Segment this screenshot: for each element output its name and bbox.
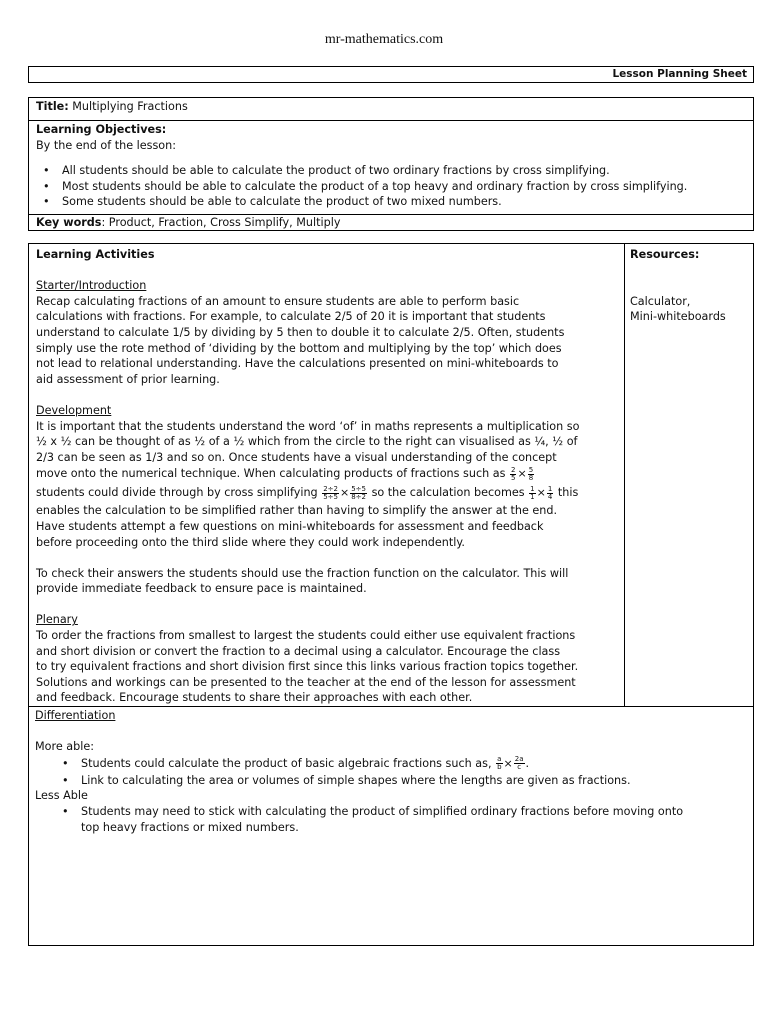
dev-line5-c: this — [557, 486, 579, 500]
fraction: $\frac{2}{5}$ — [511, 465, 516, 482]
keywords-row — [29, 214, 753, 230]
text-line — [36, 465, 620, 483]
less-able-item: • Students may need to stick with calculating the product of simplified ordinary fractions before moving onto top heavy fractions or mixed numbers. — [81, 804, 747, 835]
differentiation-content — [35, 708, 747, 835]
more-able-list — [35, 755, 747, 789]
development-heading: Development — [36, 403, 112, 417]
text-line — [36, 483, 620, 503]
objectives-row — [29, 120, 753, 214]
text-line: understand to calculate 1/5 by dividing by 5 then to double it to calculate 2/5. Often, students — [36, 325, 565, 339]
fraction: $\frac{2\div 2}{5\div 5}$ — [323, 484, 338, 501]
text-line: calculations with fractions. For example, to calculate 2/5 of 20 it is important that students — [36, 310, 546, 324]
objectives-list — [36, 163, 753, 210]
starter-text — [36, 294, 620, 388]
text-line: and feedback. Encourage students to share their approaches with each other. — [36, 691, 473, 705]
objective-item: • Most students should be able to calculate the product of a top heavy and ordinary fraction by cross simplifying. — [62, 179, 753, 195]
times-sign: × — [536, 486, 546, 500]
plenary-text — [36, 628, 620, 706]
text-line: Have students attempt a few questions on mini-whiteboards for assessment and feedback — [36, 519, 544, 533]
column-divider — [624, 244, 625, 706]
objective-item: • All students should be able to calculate the product of two ordinary fractions by cross simplifying. — [62, 163, 753, 179]
fraction: $\frac{2a}{c}$ — [514, 755, 524, 772]
resource-item: Calculator, — [630, 294, 691, 308]
objectives-intro: By the end of the lesson: — [36, 138, 177, 152]
lesson-info-box — [28, 97, 754, 231]
text-line: and short division or convert the fraction to a decimal using a calculator. Encourage the class — [36, 644, 561, 658]
check-text — [36, 566, 620, 597]
text-line: not lead to relational understanding. Have the calculations presented on mini-whiteboards to — [36, 357, 559, 371]
text-line: ½ x ½ can be thought of as ½ of a ½ which from the circle to the right can visualised as ¼, ½ of — [36, 435, 578, 449]
times-sign: × — [503, 756, 513, 770]
keywords-label: Key words — [36, 216, 102, 229]
resources-column — [630, 247, 748, 325]
activities-column — [36, 247, 620, 706]
fraction: $\frac{a}{b}$ — [497, 755, 502, 772]
resources-heading: Resources: — [630, 248, 700, 261]
text-line: aid assessment of prior learning. — [36, 372, 220, 386]
objective-item: • Some students should be able to calculate the product of two mixed numbers. — [62, 194, 753, 210]
sheet-title: Lesson Planning Sheet — [612, 68, 747, 80]
keywords-value: : Product, Fraction, Cross Simplify, Multiply — [101, 216, 341, 229]
text-line: to try equivalent fractions and short division first since this links various fraction topics together. — [36, 660, 579, 674]
development-text — [36, 419, 620, 551]
fraction: $\frac{5\div 5}{8\div 2}$ — [351, 484, 366, 501]
title-value: Multiplying Fractions — [68, 100, 188, 113]
times-sign: × — [517, 467, 527, 481]
differentiation-box — [28, 706, 754, 946]
more-able-item: • Students could calculate the product of basic algebraic fractions such as, $\frac{a}{b}$ × $\frac{2a}{c}$ . — [81, 755, 747, 773]
text-line: Recap calculating fractions of an amount to ensure students are able to perform basic — [36, 294, 520, 308]
title-label: Title: — [36, 100, 69, 113]
fraction: $\frac{1}{4}$ — [547, 484, 553, 501]
text-line: 2/3 can be seen as 1/3 and so on. Once students have a visual understanding of the concept — [36, 450, 557, 464]
text-line: Solutions and workings can be presented to the teacher at the end of the lesson for assessment — [36, 675, 576, 689]
text-line: It is important that the students understand the word ‘of’ in maths represents a multiplication so — [36, 419, 580, 433]
more-able-item: • Link to calculating the area or volumes of simple shapes where the lengths are given as fractions. — [81, 773, 747, 789]
text-line: To check their answers the students should use the fraction function on the calculator. This will — [36, 566, 569, 580]
dev-line5-a: students could divide through by cross simplifying — [36, 486, 318, 500]
header-box — [28, 66, 754, 83]
text-line: enables the calculation to be simplified rather than having to simplify the answer at the end. — [36, 504, 558, 518]
plenary-heading: Plenary — [36, 613, 78, 627]
site-url: mr-mathematics.com — [324, 32, 444, 47]
text-line: before proceeding onto the third slide where they could work independently. — [36, 535, 465, 549]
text-line: simply use the rote method of ‘dividing by the bottom and multiplying by the top’ which does — [36, 341, 562, 355]
text-line: provide immediate feedback to ensure pace is maintained. — [36, 582, 367, 596]
activities-heading: Learning Activities — [36, 248, 155, 261]
title-row — [29, 98, 753, 120]
starter-heading: Starter/Introduction — [36, 279, 147, 293]
less-able-label: Less Able — [35, 789, 88, 803]
less-able-list — [35, 804, 747, 835]
resource-item: Mini-whiteboards — [630, 310, 726, 324]
text-line: To order the fractions from smallest to largest the students could either use equivalent fractions — [36, 629, 576, 643]
learning-activities-box — [28, 243, 754, 707]
fraction: $\frac{5}{8}$ — [528, 465, 534, 482]
objectives-label: Learning Objectives: — [36, 123, 167, 136]
dev-line4-text: move onto the numerical technique. When calculating products of fractions such as — [36, 467, 506, 481]
fraction: $\frac{1}{1}$ — [530, 484, 535, 501]
dev-line5-b: so the calculation becomes — [371, 486, 525, 500]
more-able-label: More able: — [35, 740, 95, 754]
differentiation-heading: Differentiation — [35, 709, 116, 722]
times-sign: × — [340, 486, 350, 500]
